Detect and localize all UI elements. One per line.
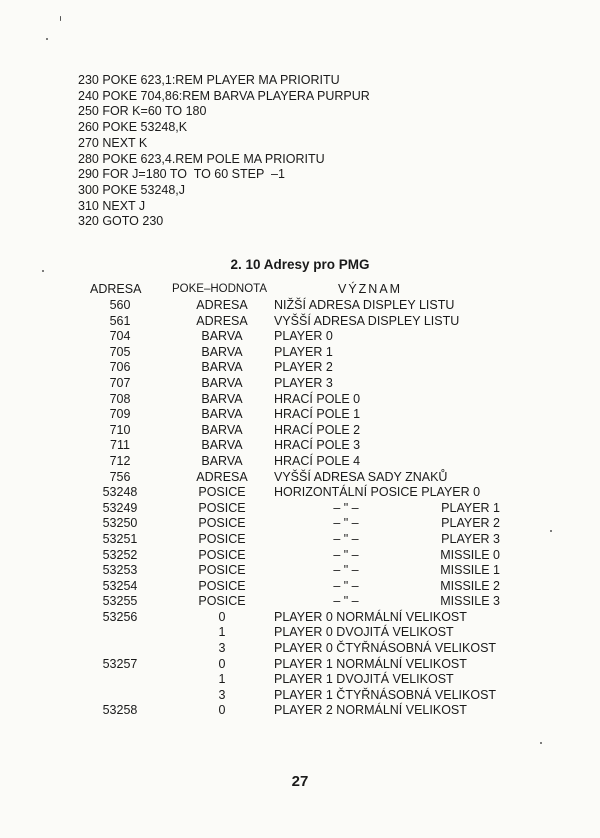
cell-ditto: – " – [333,578,359,593]
cell-meaning: HRACÍ POLE 4 [274,453,361,468]
cell-poke: BARVA [201,453,243,468]
cell-ditto: – " – [333,531,359,546]
basic-code-listing [78,73,370,230]
cell-meaning: HORIZONTÁLNÍ POSICE PLAYER 0 [274,485,481,500]
section-title: 2. 10 Adresy pro PMG [230,257,370,272]
cell-address: 53253 [102,563,138,578]
cell-meaning: HRACÍ POLE 0 [274,391,361,406]
table-row [0,516,600,532]
cell-meaning: PLAYER 1 ČTYŘNÁSOBNÁ VELIKOST [274,687,497,702]
table-row [0,703,600,719]
cell-poke: POSICE [198,531,246,546]
cell-meaning: PLAYER 0 ČTYŘNÁSOBNÁ VELIKOST [274,641,497,656]
cell-poke: 0 [218,703,226,718]
code-line: 300 POKE 53248,J [78,182,186,197]
cell-meaning: MISSILE 3 [440,594,500,609]
cell-ditto: – " – [333,500,359,515]
address-table [0,298,600,719]
cell-poke: BARVA [201,407,243,422]
table-row [0,438,600,454]
cell-meaning: HRACÍ POLE 3 [274,438,361,453]
cell-poke: ADRESA [196,469,248,484]
table-row [0,392,600,408]
cell-poke: BARVA [201,360,243,375]
table-row [0,485,600,501]
cell-address: 53258 [102,703,138,718]
cell-poke: 0 [218,656,226,671]
cell-ditto: – " – [333,547,359,562]
cell-meaning: MISSILE 0 [440,547,500,562]
cell-poke: POSICE [198,485,246,500]
table-row [0,501,600,517]
cell-poke: 3 [218,641,226,656]
cell-poke: 1 [218,672,226,687]
table-header [0,282,600,298]
cell-meaning: PLAYER 0 [274,329,333,344]
cell-address: 53248 [102,485,138,500]
cell-meaning: PLAYER 3 [274,375,333,390]
cell-ditto: – " – [333,594,359,609]
scan-speck [42,270,44,272]
code-line: 230 POKE 623,1:REM PLAYER MA PRIORITU [78,73,340,87]
cell-address: 707 [109,375,131,390]
cell-poke: 1 [218,625,226,640]
cell-address: 53257 [102,656,138,671]
cell-address: 706 [109,360,131,375]
code-line: 250 FOR K=60 TO 180 [78,104,207,119]
cell-meaning: VYŠŠÍ ADRESA SADY ZNAKŮ [274,469,448,484]
table-row [0,454,600,470]
cell-meaning: HRACÍ POLE 1 [274,407,361,422]
cell-meaning: MISSILE 1 [440,563,500,578]
cell-poke: POSICE [198,547,246,562]
cell-poke: ADRESA [196,313,248,328]
cell-poke: BARVA [201,391,243,406]
cell-poke: POSICE [198,500,246,515]
cell-meaning: PLAYER 2 NORMÁLNÍ VELIKOST [274,703,467,718]
cell-meaning: NIŽŠÍ ADRESA DISPLEY LISTU [274,298,455,312]
cell-poke: BARVA [201,329,243,344]
cell-address: 53251 [102,531,138,546]
table-row [0,672,600,688]
cell-address: 53249 [102,500,138,515]
cell-meaning: PLAYER 0 DVOJITÁ VELIKOST [274,625,454,640]
table-row [0,360,600,376]
cell-address: 705 [109,344,131,359]
table-row [0,298,600,314]
cell-poke: BARVA [201,422,243,437]
cell-poke: BARVA [201,344,243,359]
cell-meaning: PLAYER 1 [274,344,333,359]
cell-poke: POSICE [198,563,246,578]
table-row [0,625,600,641]
cell-address: 711 [110,438,130,453]
cell-address: 560 [109,298,131,312]
cell-address: 53250 [102,516,138,531]
table-row [0,688,600,704]
page-number: 27 [291,773,309,790]
scan-speck [46,38,48,40]
table-row [0,657,600,673]
cell-meaning: VYŠŠÍ ADRESA DISPLEY LISTU [274,313,460,328]
cell-meaning: PLAYER 1 DVOJITÁ VELIKOST [274,672,454,687]
scan-speck [60,16,61,21]
column-header-poke: POKE–HODNOTA [172,283,267,295]
code-line: 270 NEXT K [78,135,148,150]
cell-poke: ADRESA [196,298,248,312]
scan-speck [540,742,542,744]
cell-meaning: PLAYER 0 NORMÁLNÍ VELIKOST [274,609,467,624]
cell-ditto: – " – [333,516,359,531]
code-line: 320 GOTO 230 [78,214,164,229]
cell-address: 712 [109,453,131,468]
table-row [0,345,600,361]
table-row [0,579,600,595]
cell-poke: POSICE [198,594,246,609]
cell-poke: 0 [218,609,226,624]
table-row [0,641,600,657]
cell-address: 53255 [102,594,138,609]
table-row [0,470,600,486]
cell-address: 53256 [102,609,138,624]
cell-address: 710 [109,422,131,437]
table-row [0,594,600,610]
column-header-address: ADRESA [90,282,142,296]
cell-meaning: HRACÍ POLE 2 [274,422,361,437]
code-line: 280 POKE 623,4.REM POLE MA PRIORITU [78,151,325,166]
column-header-meaning: VÝZNAM [338,282,403,296]
table-row [0,610,600,626]
table-row [0,314,600,330]
table-row [0,548,600,564]
cell-address: 704 [109,329,131,344]
cell-meaning: PLAYER 2 [441,516,500,531]
cell-address: 709 [109,407,131,422]
scan-speck [550,530,552,532]
cell-poke: BARVA [201,438,243,453]
table-row [0,407,600,423]
cell-address: 53254 [102,578,138,593]
code-line: 240 POKE 704,86:REM BARVA PLAYERA PURPUR [78,88,370,103]
code-line: 290 FOR J=180 TO TO 60 STEP –1 [78,167,285,182]
cell-meaning: PLAYER 3 [441,531,500,546]
cell-address: 53252 [102,547,138,562]
table-row [0,376,600,392]
cell-meaning: PLAYER 1 NORMÁLNÍ VELIKOST [274,656,467,671]
table-row [0,563,600,579]
cell-meaning: PLAYER 2 [274,360,333,375]
cell-poke: BARVA [201,375,243,390]
cell-poke: POSICE [198,578,246,593]
cell-ditto: – " – [333,563,359,578]
cell-meaning: MISSILE 2 [440,578,500,593]
table-row [0,423,600,439]
code-line: 310 NEXT J [78,198,146,213]
table-row [0,532,600,548]
cell-address: 708 [109,391,131,406]
table-row [0,329,600,345]
cell-poke: POSICE [198,516,246,531]
cell-poke: 3 [218,687,226,702]
cell-address: 756 [109,469,131,484]
cell-address: 561 [109,313,131,328]
cell-meaning: PLAYER 1 [441,500,500,515]
code-line: 260 POKE 53248,K [78,120,188,135]
